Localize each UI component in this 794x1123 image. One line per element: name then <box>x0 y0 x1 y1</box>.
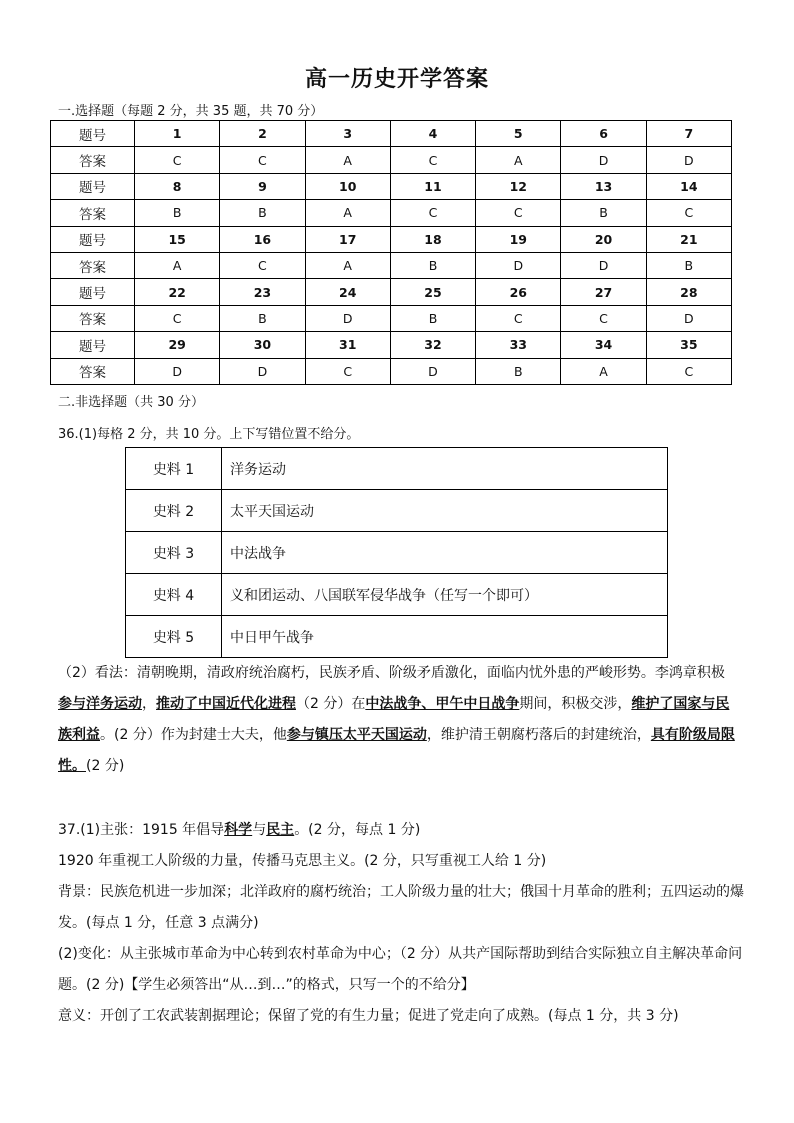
row-label: 答案 <box>51 200 135 226</box>
source-key: 史料 4 <box>126 574 222 616</box>
row-label: 答案 <box>51 147 135 173</box>
text: ， <box>142 696 156 712</box>
question-number-cell: 21 <box>646 226 731 252</box>
row-label: 题号 <box>51 121 135 147</box>
text: （2）看法：清朝晚期，清政府统治腐朽，民族矛盾、阶级矛盾激化，面临内忧外患的严峻形势。李鸿章积极 <box>58 665 725 681</box>
text: （2 分）在 <box>296 696 366 712</box>
answer-cell: A <box>305 147 390 173</box>
answer-cell: B <box>220 305 305 331</box>
answer-cell: C <box>390 147 475 173</box>
key-point: 具有阶级局限性。 <box>58 727 735 774</box>
question-number-cell: 2 <box>220 121 305 147</box>
key-point: 参与镇压太平天国运动 <box>286 727 427 743</box>
question-number-cell: 5 <box>476 121 561 147</box>
answer-cell: D <box>561 147 646 173</box>
question-number-row <box>51 121 732 147</box>
answer-cell: D <box>135 358 220 384</box>
answer-cell: B <box>220 200 305 226</box>
key-point: 科学 <box>224 822 253 838</box>
section1-heading: 一.选择题（每题 2 分，共 35 题，共 70 分） <box>58 104 324 119</box>
source-key: 史料 1 <box>126 448 222 490</box>
question-number-cell: 3 <box>305 121 390 147</box>
row-label: 题号 <box>51 226 135 252</box>
source-value: 中日甲午战争 <box>222 616 668 658</box>
source-value: 太平天国运动 <box>222 490 668 532</box>
row-label: 答案 <box>51 305 135 331</box>
question-number-cell: 4 <box>390 121 475 147</box>
text: 。(2 分）作为封建士大夫，他 <box>100 727 287 743</box>
question-number-cell: 11 <box>390 173 475 199</box>
answer-cell: B <box>390 252 475 278</box>
question-number-cell: 22 <box>135 279 220 305</box>
answer-cell: A <box>561 358 646 384</box>
question-number-cell: 27 <box>561 279 646 305</box>
question-number-row <box>51 173 732 199</box>
source-key: 史料 2 <box>126 490 222 532</box>
q37-significance: 意义：开创了工农武装割据理论；保留了党的有生力量；促进了党走向了成熟。(每点 1 分，共 3 分) <box>58 1008 679 1024</box>
question-number-cell: 17 <box>305 226 390 252</box>
source-value: 中法战争 <box>222 532 668 574</box>
answer-cell: D <box>220 358 305 384</box>
answer-cell: B <box>135 200 220 226</box>
question-number-cell: 1 <box>135 121 220 147</box>
question-number-cell: 18 <box>390 226 475 252</box>
answer-row <box>51 147 732 173</box>
answer-cell: D <box>646 305 731 331</box>
question-number-cell: 12 <box>476 173 561 199</box>
row-label: 答案 <box>51 358 135 384</box>
key-point: 维护了国家与民族利益 <box>58 696 730 743</box>
question-number-cell: 8 <box>135 173 220 199</box>
question-number-row <box>51 279 732 305</box>
q37-change: (2)变化：从主张城市革命为中心转到农村革命为中心；（2 分）从共产国际帮助到结合实际独立自主解决革命问题。(2 分)【学生必须答出“从…到…”的格式，只写一个的不给分】 <box>58 946 743 993</box>
answer-cell: C <box>305 358 390 384</box>
source-key: 史料 5 <box>126 616 222 658</box>
question-number-cell: 20 <box>561 226 646 252</box>
text: 期间，积极交涉， <box>519 696 632 712</box>
answer-cell: C <box>646 358 731 384</box>
answer-cell: C <box>390 200 475 226</box>
answer-row <box>51 200 732 226</box>
question-number-cell: 33 <box>476 332 561 358</box>
page-title: 高一历史开学答案 <box>304 67 489 92</box>
answer-cell: A <box>135 252 220 278</box>
answer-cell: C <box>476 200 561 226</box>
text: 与 <box>252 822 267 838</box>
row-label: 答案 <box>51 252 135 278</box>
section2-heading: 二.非选择题（共 30 分） <box>58 395 204 410</box>
answer-row <box>51 252 732 278</box>
row-label: 题号 <box>51 173 135 199</box>
answer-cell: D <box>646 147 731 173</box>
answer-cell: A <box>305 252 390 278</box>
answer-cell: C <box>561 305 646 331</box>
key-point: 参与洋务运动 <box>58 696 142 712</box>
q36-intro: 36.(1)每格 2 分，共 10 分。上下写错位置不给分。 <box>58 427 360 442</box>
source-row <box>126 532 668 574</box>
question-number-cell: 24 <box>305 279 390 305</box>
text: (2 分) <box>86 758 125 774</box>
text: 。(2 分，每点 1 分) <box>294 822 421 838</box>
source-value: 义和团运动、八国联军侵华战争（任写一个即可） <box>222 574 668 616</box>
source-row <box>126 448 668 490</box>
key-point: 推动了中国近代化进程 <box>156 696 296 712</box>
question-number-row <box>51 332 732 358</box>
question-number-cell: 26 <box>476 279 561 305</box>
question-number-cell: 28 <box>646 279 731 305</box>
question-number-cell: 31 <box>305 332 390 358</box>
answer-cell: D <box>305 305 390 331</box>
key-point: 民主 <box>266 822 295 838</box>
question-number-cell: 32 <box>390 332 475 358</box>
answer-row <box>51 305 732 331</box>
answer-cell: C <box>220 147 305 173</box>
question-number-cell: 34 <box>561 332 646 358</box>
answer-cell: D <box>390 358 475 384</box>
answer-table <box>50 120 732 385</box>
answer-cell: B <box>561 200 646 226</box>
source-value: 洋务运动 <box>222 448 668 490</box>
question-number-cell: 7 <box>646 121 731 147</box>
row-label: 题号 <box>51 279 135 305</box>
question-number-cell: 23 <box>220 279 305 305</box>
source-row <box>126 616 668 658</box>
question-number-cell: 10 <box>305 173 390 199</box>
answer-cell: A <box>476 147 561 173</box>
q37-answer <box>58 815 748 1032</box>
question-number-cell: 29 <box>135 332 220 358</box>
answer-cell: B <box>476 358 561 384</box>
source-key: 史料 3 <box>126 532 222 574</box>
q36-part2-answer <box>58 658 738 782</box>
question-number-cell: 13 <box>561 173 646 199</box>
answer-cell: C <box>646 200 731 226</box>
question-number-cell: 35 <box>646 332 731 358</box>
answer-cell: C <box>135 147 220 173</box>
source-table <box>125 447 668 658</box>
question-number-cell: 6 <box>561 121 646 147</box>
answer-cell: C <box>220 252 305 278</box>
source-row <box>126 490 668 532</box>
q37-line1 <box>58 815 748 846</box>
source-row <box>126 574 668 616</box>
question-number-cell: 14 <box>646 173 731 199</box>
answer-cell: D <box>561 252 646 278</box>
key-point: 中法战争、甲午中日战争 <box>365 696 520 712</box>
text: ，维护清王朝腐朽落后的封建统治， <box>426 727 651 743</box>
question-number-cell: 9 <box>220 173 305 199</box>
q37-line2: 1920 年重视工人阶级的力量，传播马克思主义。(2 分，只写重视工人给 1 分) <box>58 853 547 869</box>
answer-row <box>51 358 732 384</box>
question-number-cell: 25 <box>390 279 475 305</box>
question-number-cell: 19 <box>476 226 561 252</box>
question-number-row <box>51 226 732 252</box>
answer-cell: D <box>476 252 561 278</box>
question-number-cell: 30 <box>220 332 305 358</box>
answer-cell: A <box>305 200 390 226</box>
q37-background: 背景：民族危机进一步加深；北洋政府的腐朽统治；工人阶级力量的壮大；俄国十月革命的胜利；五四运动的爆发。(每点 1 分，任意 3 点满分) <box>58 884 744 931</box>
question-number-cell: 15 <box>135 226 220 252</box>
answer-cell: C <box>476 305 561 331</box>
answer-cell: C <box>135 305 220 331</box>
question-number-cell: 16 <box>220 226 305 252</box>
answer-cell: B <box>646 252 731 278</box>
row-label: 题号 <box>51 332 135 358</box>
text: 37.(1)主张：1915 年倡导 <box>58 822 225 838</box>
answer-cell: B <box>390 305 475 331</box>
